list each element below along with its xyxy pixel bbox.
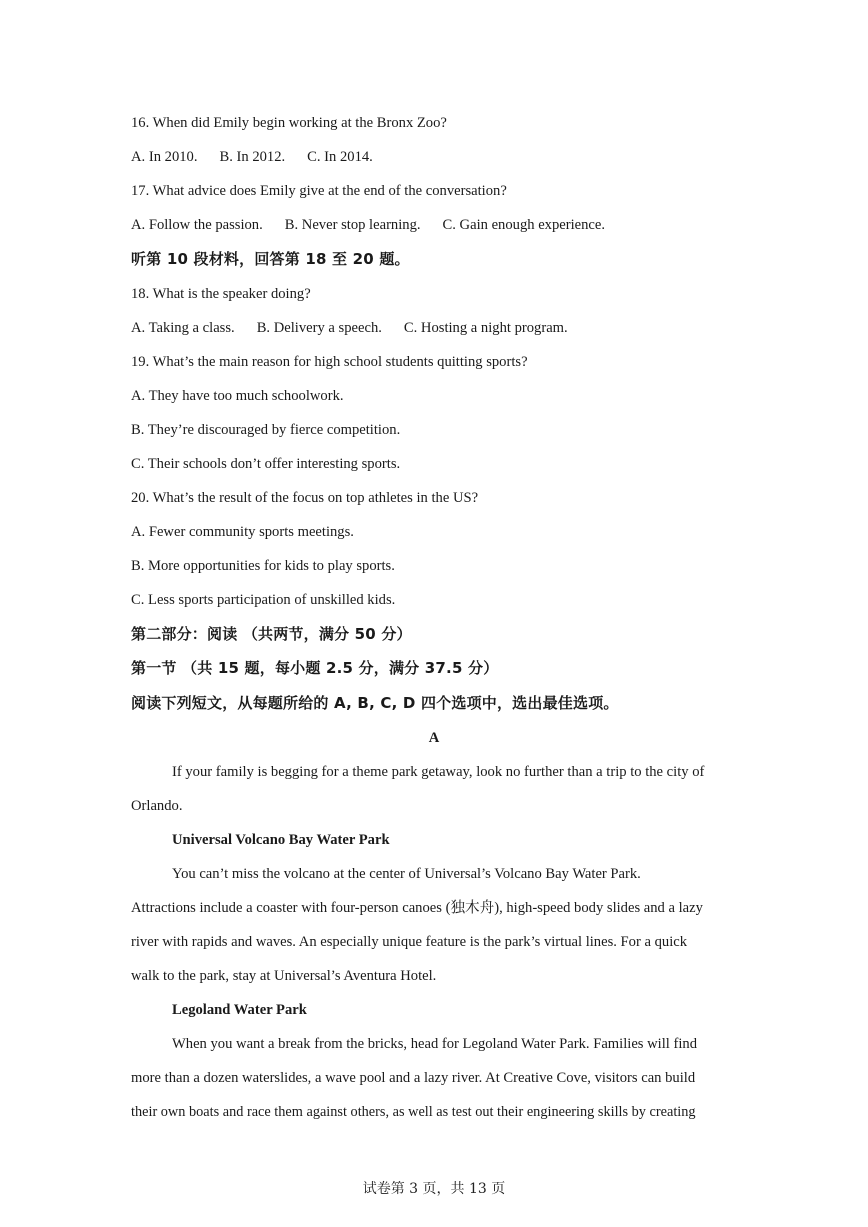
passage-label: A	[428, 730, 440, 746]
question-19-stem: 19. What’s the main reason for high school students quitting sports?	[131, 354, 528, 370]
question-19-option-a: A. They have too much schoolwork.	[131, 388, 344, 404]
question-16-stem: 16. When did Emily begin working at the Bronx Zoo?	[131, 115, 447, 131]
question-16-option-a: A. In 2010.	[131, 149, 198, 165]
passage-paragraph-2-line-1: When you want a break from the bricks, head for Legoland Water Park. Families will find	[172, 1036, 697, 1052]
question-16-option-c: C. In 2014.	[307, 149, 373, 165]
question-20-option-c: C. Less sports participation of unskilled kids.	[131, 592, 396, 608]
question-17-options	[131, 215, 605, 235]
passage-intro-line-1: If your family is begging for a theme park getaway, look no further than a trip to the city of	[172, 764, 705, 780]
question-18-option-a: A. Taking a class.	[131, 320, 235, 336]
part-2-section-1-heading: 第一节 （共 15 题，每小题 2.5 分，满分 37.5 分）	[131, 659, 499, 677]
question-17-option-a: A. Follow the passion.	[131, 217, 263, 233]
question-18-options	[131, 318, 568, 338]
question-16-option-b: B. In 2012.	[219, 149, 286, 165]
question-17-option-b: B. Never stop learning.	[284, 217, 421, 233]
passage-paragraph-1-line-4: walk to the park, stay at Universal’s Aventura Hotel.	[131, 968, 437, 984]
section-10-heading: 听第 10 段材料，回答第 18 至 20 题。	[131, 250, 410, 268]
reading-instruction: 阅读下列短文，从每题所给的 A, B, C, D 四个选项中，选出最佳选项。	[131, 694, 619, 712]
question-20-option-b: B. More opportunities for kids to play sports.	[131, 558, 395, 574]
question-18-stem: 18. What is the speaker doing?	[131, 286, 311, 302]
question-18-option-c: C. Hosting a night program.	[403, 320, 568, 336]
passage-intro-line-2: Orlando.	[131, 798, 183, 814]
passage-paragraph-1-line-2: Attractions include a coaster with four-person canoes (独木舟), high-speed body slides and a lazy	[131, 900, 703, 916]
passage-subheading-volcano-bay: Universal Volcano Bay Water Park	[172, 832, 390, 848]
question-19-option-c: C. Their schools don’t offer interesting sports.	[131, 456, 401, 472]
passage-subheading-legoland: Legoland Water Park	[172, 1002, 307, 1018]
question-16-options	[131, 147, 373, 167]
question-20-stem: 20. What’s the result of the focus on top athletes in the US?	[131, 490, 479, 506]
question-18-option-b: B. Delivery a speech.	[256, 320, 382, 336]
passage-paragraph-2-line-2: more than a dozen waterslides, a wave pool and a lazy river. At Creative Cove, visitors can build	[131, 1070, 696, 1086]
part-2-heading: 第二部分：阅读 （共两节，满分 50 分）	[131, 625, 412, 643]
page-footer: 试卷第 3 页，共 13 页	[362, 1181, 506, 1197]
question-17-stem: 17. What advice does Emily give at the end of the conversation?	[131, 183, 507, 199]
passage-paragraph-2-line-3: their own boats and race them against others, as well as test out their engineering skills by creating	[131, 1104, 696, 1120]
question-19-option-b: B. They’re discouraged by fierce competition.	[131, 422, 401, 438]
passage-paragraph-1-line-3: river with rapids and waves. An especially unique feature is the park’s virtual lines. For a quick	[131, 934, 688, 950]
question-20-option-a: A. Fewer community sports meetings.	[131, 524, 354, 540]
passage-paragraph-1-line-1: You can’t miss the volcano at the center of Universal’s Volcano Bay Water Park.	[172, 866, 641, 882]
question-17-option-c: C. Gain enough experience.	[442, 217, 606, 233]
